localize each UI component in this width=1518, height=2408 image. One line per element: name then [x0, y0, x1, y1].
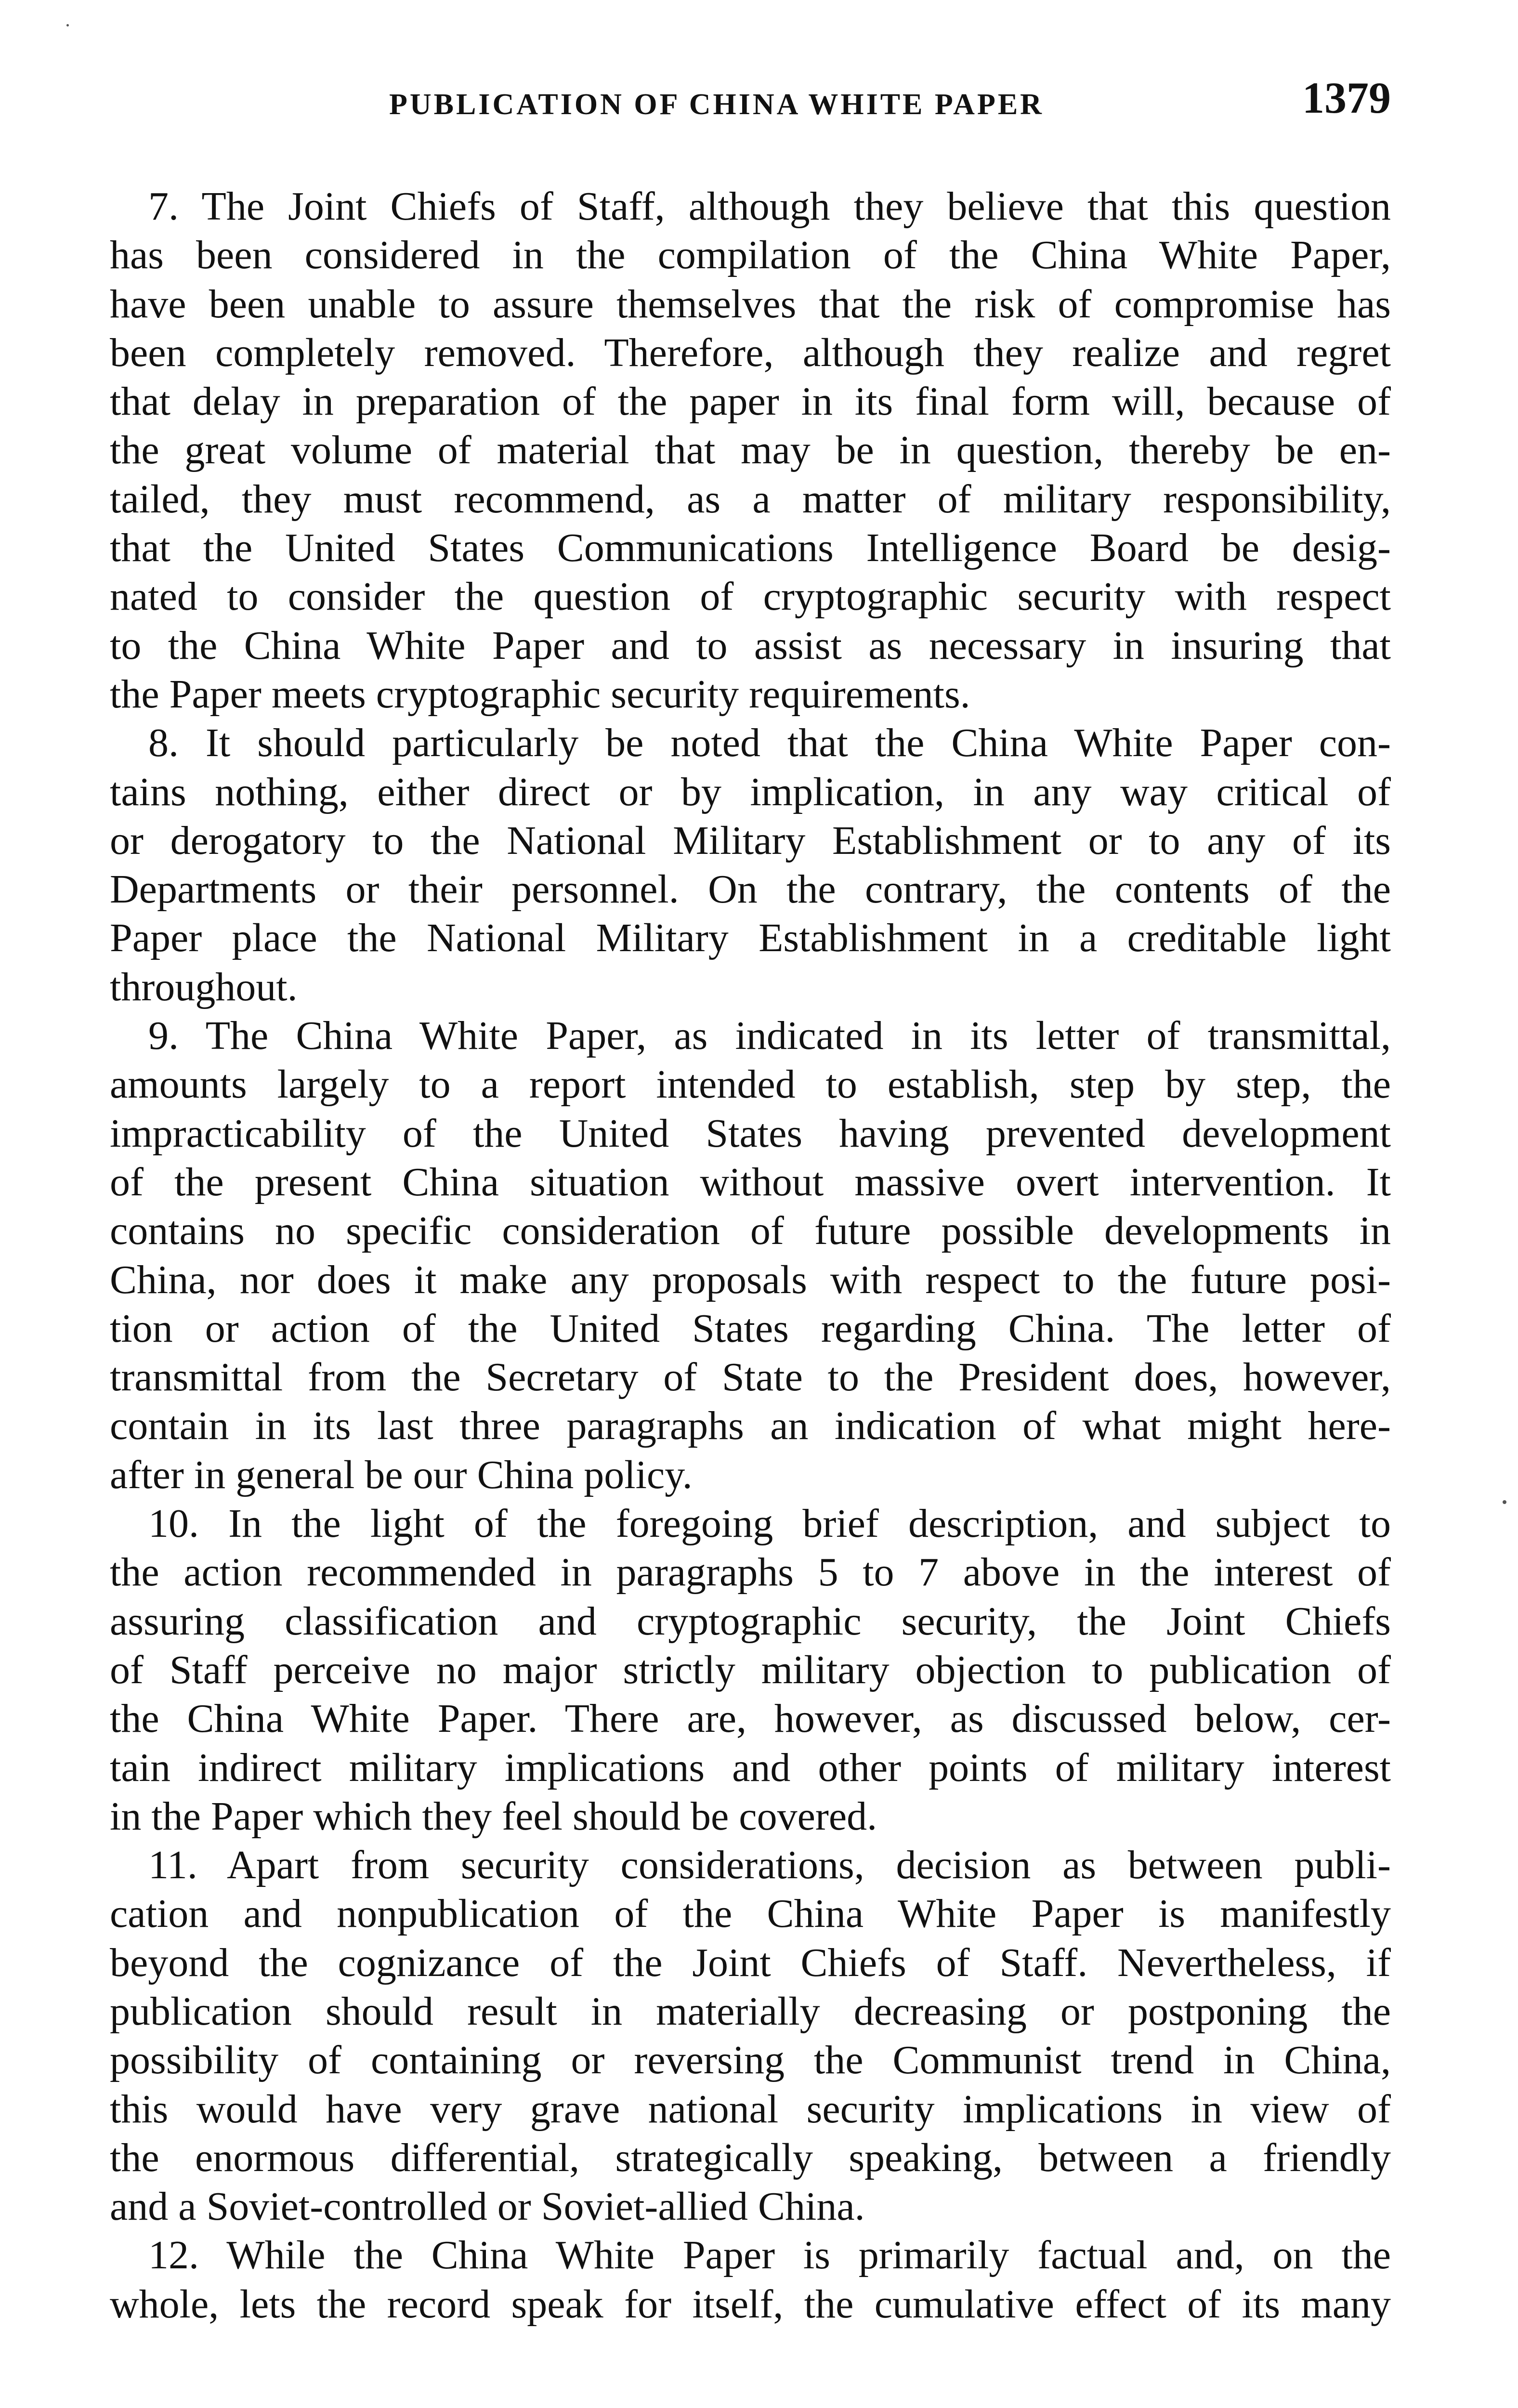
text-line: publication should result in materially decreasing or postponing the	[110, 1989, 1391, 2034]
text-line: tain indirect military implications and other points of military interest	[110, 1745, 1391, 1790]
text-line: 7. The Joint Chiefs of Staff, although they believe that this question	[148, 184, 1391, 229]
text-line: to the China White Paper and to assist as necessary in insuring that	[110, 623, 1391, 668]
text-line: whole, lets the record speak for itself, the cumulative effect of its many	[110, 2281, 1391, 2327]
text-line: assuring classification and cryptographic security, the Joint Chiefs	[110, 1598, 1391, 1644]
text-line: 9. The China White Paper, as indicated in its letter of transmittal,	[148, 1013, 1391, 1059]
text-line: that delay in preparation of the paper in its final form will, because of	[110, 379, 1391, 424]
text-line: impracticability of the United States having prevented development	[110, 1111, 1391, 1156]
text-line: the action recommended in paragraphs 5 to 7 above in the interest of	[110, 1550, 1391, 1595]
text-line: cation and nonpublication of the China White Paper is manifestly	[110, 1891, 1391, 1937]
text-line: of Staff perceive no major strictly military objection to publication of	[110, 1647, 1391, 1692]
body-text	[110, 182, 1391, 2329]
text-line: transmittal from the Secretary of State to the President does, however,	[110, 1355, 1391, 1400]
scan-speck	[66, 24, 69, 26]
text-line: possibility of containing or reversing the Communist trend in China,	[110, 2038, 1391, 2083]
text-line: amounts largely to a report intended to establish, step by step, the	[110, 1062, 1391, 1107]
text-line: tailed, they must recommend, as a matter of military responsibility,	[110, 476, 1391, 522]
text-line: and a Soviet-controlled or Soviet-allied China.	[110, 2184, 865, 2229]
running-head: PUBLICATION OF CHINA WHITE PAPER	[389, 88, 1044, 121]
text-line: beyond the cognizance of the Joint Chiefs of Staff. Nevertheless, if	[110, 1940, 1391, 1985]
text-line: nated to consider the question of cryptographic security with respect	[110, 574, 1391, 619]
text-line: the great volume of material that may be in question, thereby be en-	[110, 428, 1391, 473]
text-line: contain in its last three paragraphs an indication of what might here-	[110, 1403, 1391, 1449]
text-line: tion or action of the United States regarding China. The letter of	[110, 1306, 1391, 1351]
text-line: Departments or their personnel. On the contrary, the contents of the	[110, 867, 1391, 912]
text-line: this would have very grave national security implications in view of	[110, 2086, 1391, 2132]
text-line: the Paper meets cryptographic security requirements.	[110, 671, 970, 717]
scan-speck	[1503, 1500, 1506, 1504]
text-line: the China White Paper. There are, however, as discussed below, cer-	[110, 1696, 1391, 1741]
page-number: 1379	[1302, 73, 1391, 122]
text-line: in the Paper which they feel should be covered.	[110, 1793, 877, 1839]
text-line: has been considered in the compilation of the China White Paper,	[110, 233, 1391, 278]
document-page	[110, 72, 1391, 2329]
text-line: 11. Apart from security considerations, decision as between publi-	[148, 1843, 1391, 1888]
text-line: China, nor does it make any proposals with respect to the future posi-	[110, 1257, 1391, 1302]
text-line: 12. While the China White Paper is primarily factual and, on the	[148, 2233, 1391, 2278]
text-line: 8. It should particularly be noted that the China White Paper con-	[148, 720, 1391, 766]
text-line: contains no specific consideration of future possible developments in	[110, 1208, 1391, 1254]
text-line: or derogatory to the National Military Establishment or to any of its	[110, 818, 1391, 863]
text-line: the enormous differential, strategically speaking, between a friendly	[110, 2135, 1391, 2180]
text-line: Paper place the National Military Establishment in a creditable light	[110, 916, 1391, 961]
text-line: that the United States Communications Intelligence Board be desig-	[110, 525, 1391, 571]
text-line: have been unable to assure themselves that the risk of compromise has	[110, 281, 1391, 327]
text-line: 10. In the light of the foregoing brief description, and subject to	[148, 1501, 1391, 1546]
text-line: tains nothing, either direct or by implication, in any way critical of	[110, 769, 1391, 814]
text-line: been completely removed. Therefore, although they realize and regret	[110, 330, 1391, 375]
text-line: throughout.	[110, 964, 298, 1009]
text-line: after in general be our China policy.	[110, 1452, 693, 1497]
text-line: of the present China situation without massive overt intervention. It	[110, 1159, 1391, 1204]
page-header	[110, 72, 1391, 130]
